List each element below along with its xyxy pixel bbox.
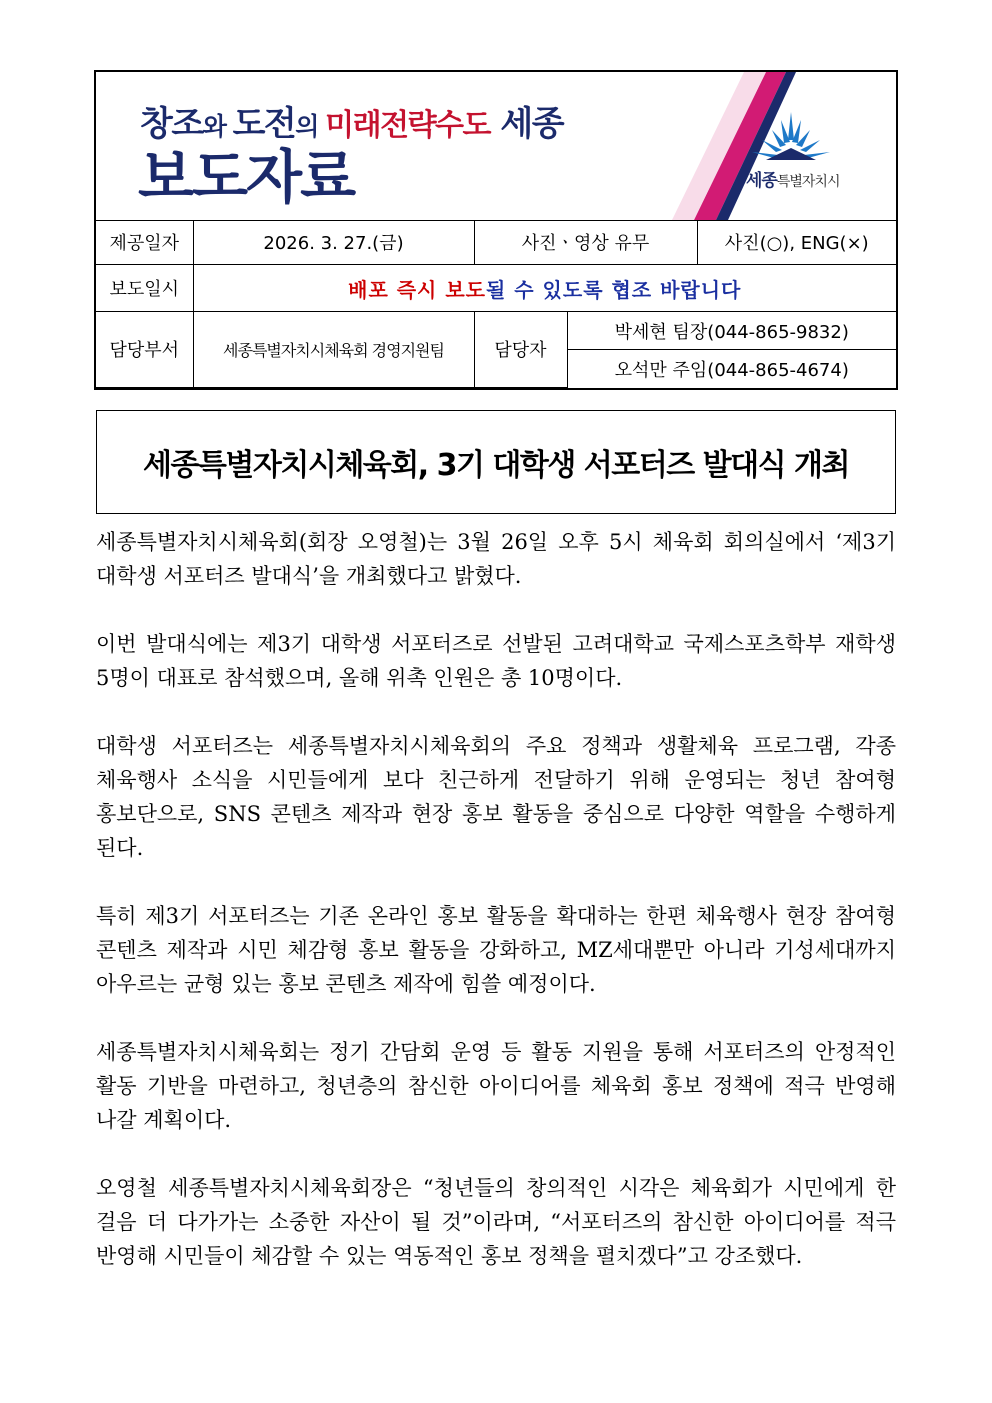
paragraph: 세종특별자치시체육회는 정기 간담회 운영 등 활동 지원을 통해 서포터즈의 안정적인 활동 기반을 마련하고, 청년층의 참신한 아이디어를 체육회 홍보 정책에 적극 반영해 나갈 계획이다. (96, 1040, 896, 1132)
person-label: 담당자 (474, 312, 567, 388)
slogan-part-6: 세종 (490, 104, 564, 144)
provide-date-value: 2026. 3. 27.(금) (193, 220, 474, 265)
paragraph: 이번 발대식에는 제3기 대학생 서포터즈로 선발된 고려대학교 국제스포츠학부 재학생 5명이 대표로 참석했으며, 올해 위촉 인원은 총 10명이다. (96, 632, 896, 690)
dept-value: 세종특별자치시체육회 경영지원팀 (193, 312, 474, 388)
report-value-red: 배포 즉시 보도 (348, 277, 486, 302)
press-release-header (94, 70, 898, 390)
paragraph: 오영철 세종특별자치시체육회장은 “청년들의 창의적인 시각은 체육회가 시민에게 한 걸음 더 다가가는 소중한 자산이 될 것”이라며, “서포터즈의 참신한 아이디어를 적극 반영해 시민들이 체감할 수 있는 역동적인 홍보 정책을 펼치겠다”고 강조했다. (96, 1176, 896, 1268)
info-row-date (96, 220, 896, 265)
person-1: 박세현 팀장(044-865-9832) (567, 312, 896, 350)
logo-text (746, 166, 839, 191)
paragraph: 특히 제3기 서포터즈는 기존 온라인 홍보 활동을 확대하는 한편 체육행사 현장 참여형 콘텐츠 제작과 시민 체감형 홍보 활동을 강화하고, MZ세대뿐만 아니라 기성세대까지 아우르는 균형 있는 홍보 콘텐츠 제작에 힘쓸 예정이다. (96, 904, 896, 996)
dept-label: 담당부서 (96, 312, 193, 388)
info-row-contact-1 (96, 312, 896, 350)
paragraph: 대학생 서포터즈는 세종특별자치시체육회의 주요 정책과 생활체육 프로그램, 각종 체육행사 소식을 시민들에게 보다 친근하게 전달하기 위해 운영되는 청년 참여형 홍보단으로, SNS 콘텐츠 제작과 현장 홍보 활동을 중심으로 다양한 역할을 수행하게 된다. (96, 734, 896, 860)
article-body (96, 525, 896, 1307)
slogan-part-2: 와 (202, 112, 233, 141)
slogan-part-4: 의 (295, 112, 326, 141)
media-value: 사진(○), ENG(×) (697, 220, 896, 265)
logo-sub-text: 특별자치시 (776, 174, 840, 190)
paragraph: 세종특별자치시체육회(회장 오영철)는 3월 26일 오후 5시 체육회 회의실에서 ‘제3기 대학생 서포터즈 발대식’을 개최했다고 밝혔다. (96, 530, 896, 588)
slogan-part-3: 도전 (232, 104, 296, 144)
report-value-blue: 될 수 있도록 협조 바랍니다 (485, 277, 742, 302)
info-table (96, 220, 896, 388)
report-value (193, 265, 896, 312)
header-banner (96, 72, 896, 221)
article-title-box (96, 410, 896, 514)
report-label: 보도일시 (96, 265, 193, 312)
press-release-title: 보도자료 (138, 143, 355, 211)
media-label: 사진ㆍ영상 유무 (474, 220, 697, 265)
logo-main-text: 세종 (746, 171, 777, 191)
slogan-part-1: 창조 (140, 104, 203, 144)
article-title: 세종특별자치시체육회, 3기 대학생 서포터즈 발대식 개최 (142, 448, 850, 483)
person-2: 오석만 주임(044-865-4674) (567, 350, 896, 388)
slogan-part-5: 미래전략수도 (325, 108, 491, 143)
provide-date-label: 제공일자 (96, 220, 193, 265)
info-row-report (96, 265, 896, 312)
